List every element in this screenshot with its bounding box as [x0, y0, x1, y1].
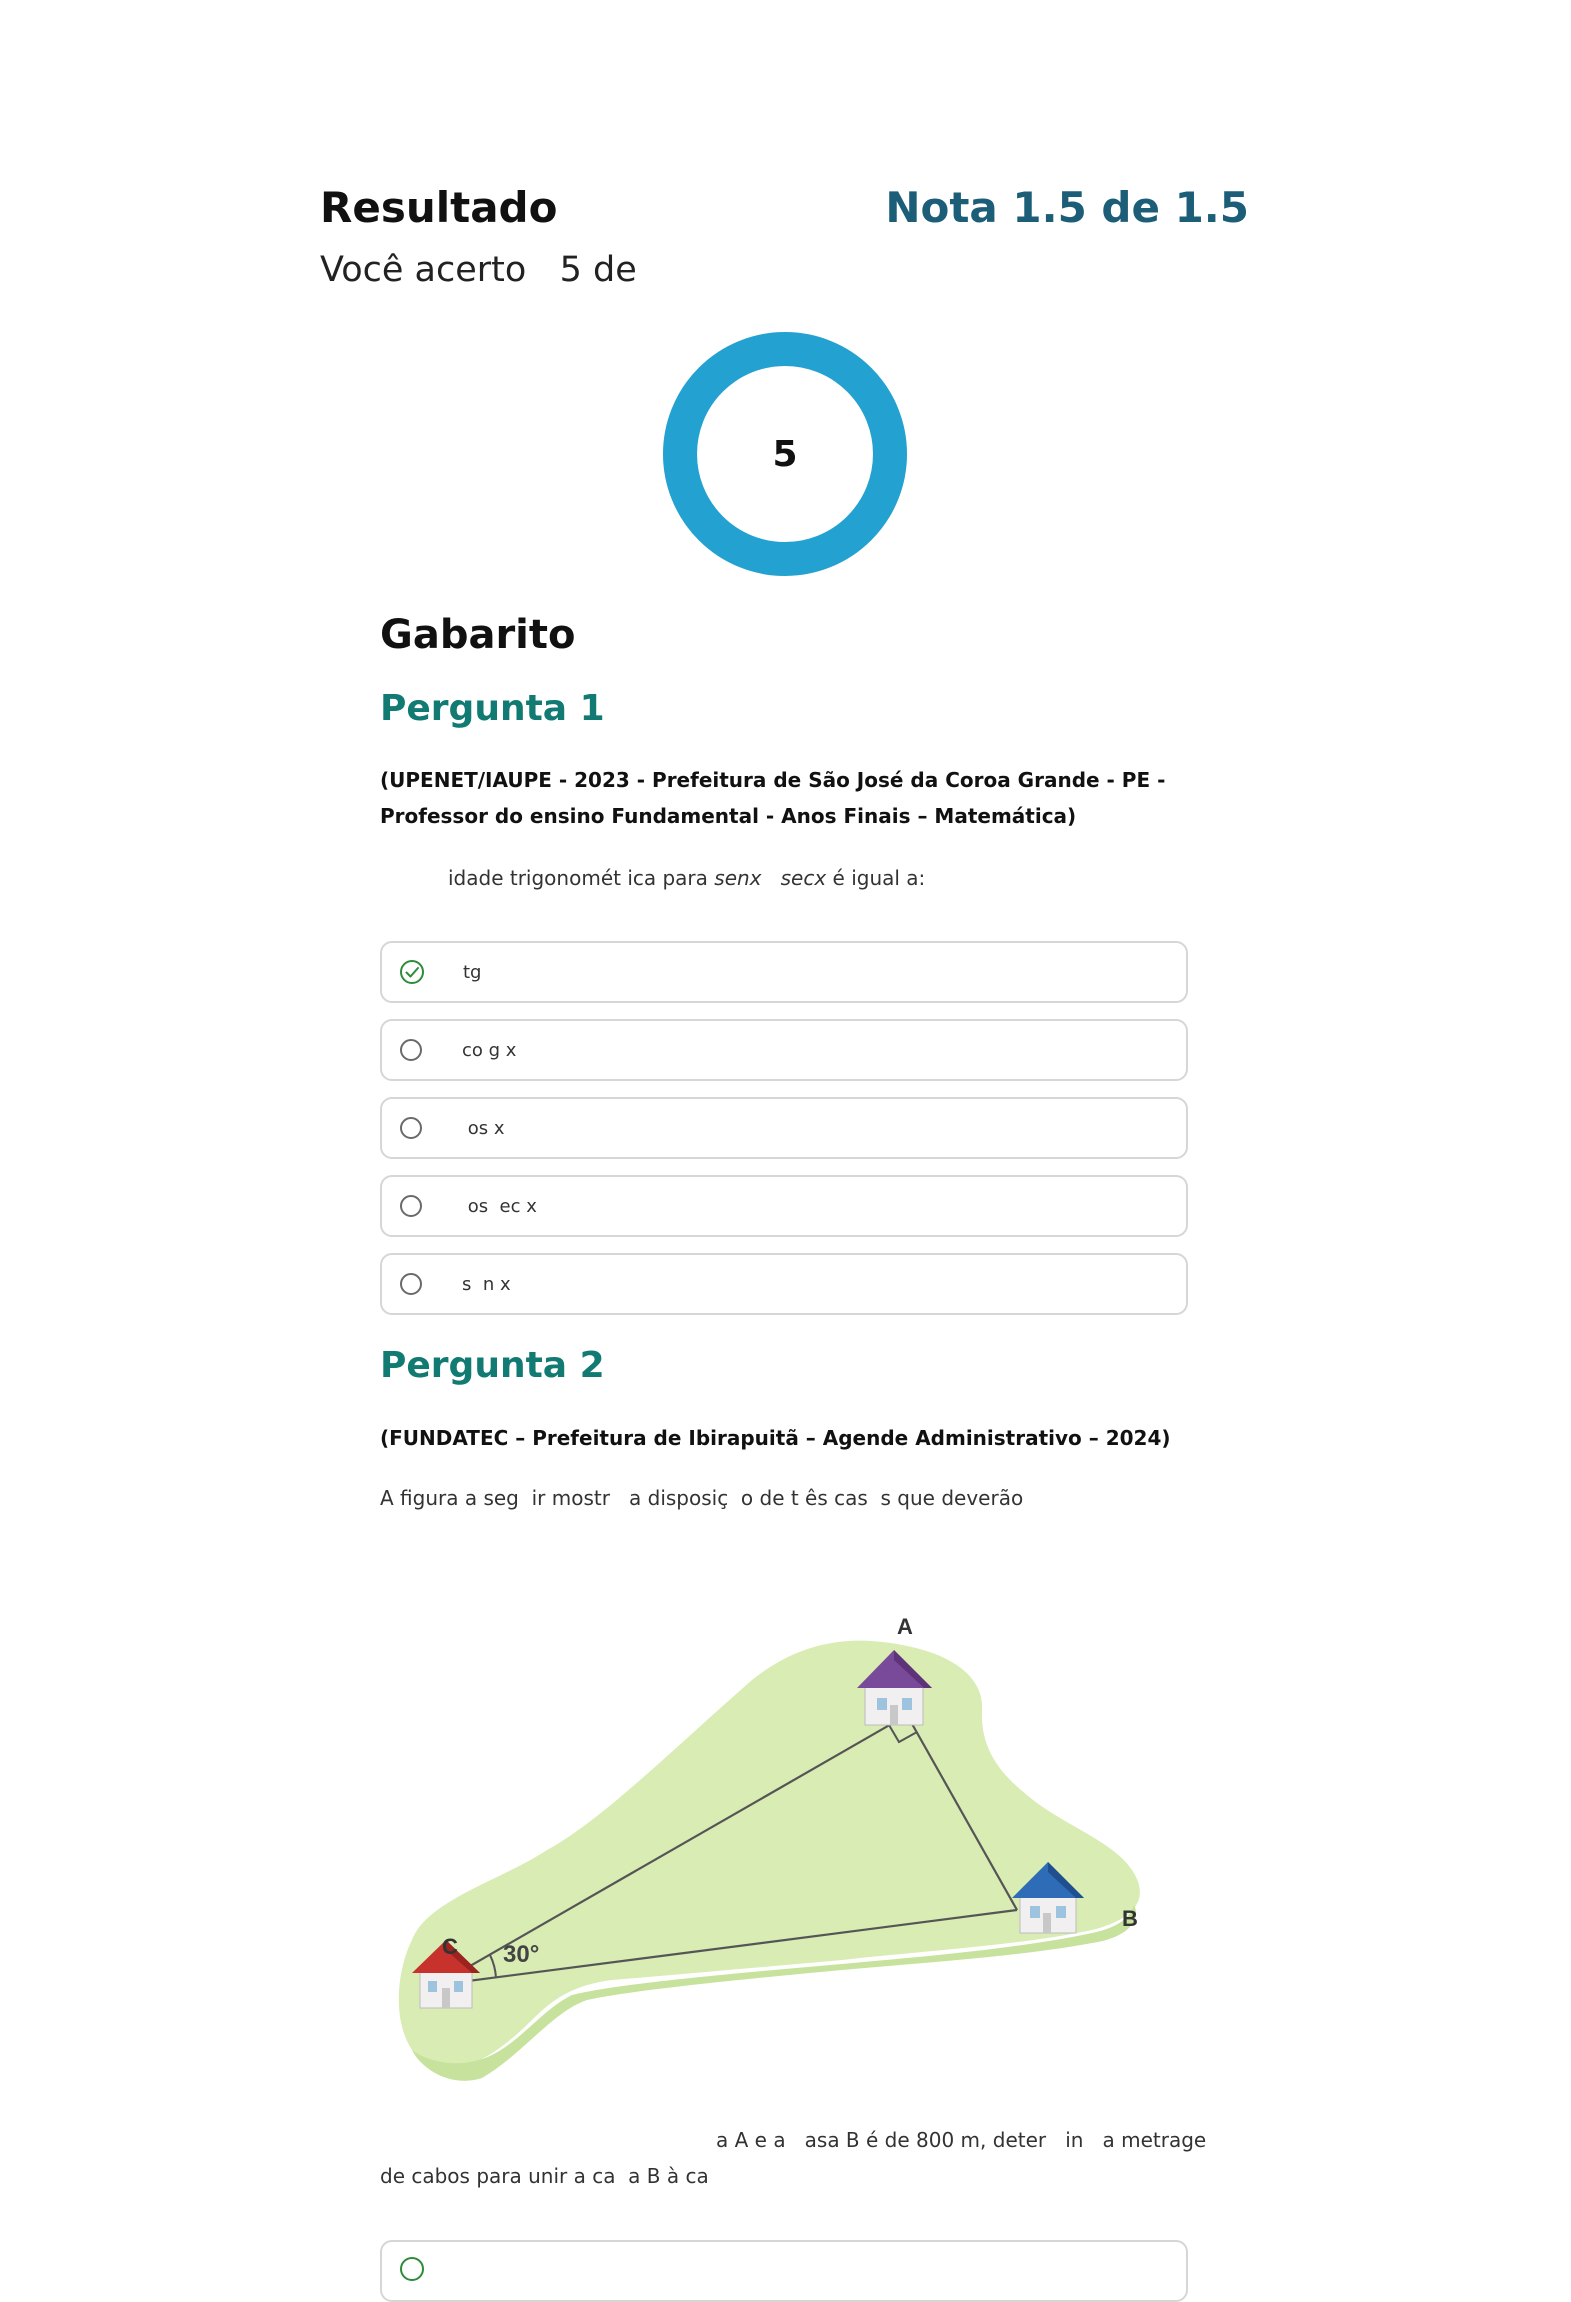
question-2-prompt-line-2: a A e a asa B é de 800 m, deter in a metrage: [716, 2128, 1207, 2152]
option-label: tg: [463, 961, 482, 983]
option-label: s n x: [462, 1273, 511, 1295]
prompt-var-secx: secx: [780, 866, 827, 890]
result-title: Resultado: [320, 183, 558, 232]
question-2-prompt-line-1: A figura a seg ir mostr a disposiç o de t ês cas s que deverão: [380, 1486, 1024, 1510]
question-1-prompt: [448, 860, 1258, 896]
check-circle-icon: [399, 2256, 425, 2282]
radio-icon: [400, 1195, 422, 1217]
question-1-source: (UPENET/IAUPE - 2023 - Prefeitura de São José da Coroa Grande - PE - Professor do ensino Fundamental - Anos Finais – Matemática): [380, 768, 1166, 828]
prompt-text-b: é igual a:: [826, 866, 926, 890]
donut-value: 5: [772, 433, 798, 475]
q2-option-1[interactable]: [380, 2240, 1188, 2302]
label-a: A: [897, 1614, 913, 1639]
question-2-source: (FUNDATEC – Prefeitura de Ibirapuitã – Agende Administrativo – 2024): [380, 1426, 1171, 1450]
correct-count-text: Você acerto 5 de: [320, 250, 637, 290]
q1-option-4[interactable]: [380, 1175, 1188, 1237]
question-2-title: Pergunta 2: [380, 1345, 605, 1386]
question-2-prompt-line-3: de cabos para unir a ca a B à ca: [380, 2164, 709, 2188]
gabarito-title: Gabarito: [380, 612, 576, 658]
q1-option-5[interactable]: [380, 1253, 1188, 1315]
radio-icon: [400, 1117, 422, 1139]
option-label: co g x: [462, 1039, 517, 1061]
radio-icon: [400, 1039, 422, 1061]
option-label: os x: [462, 1117, 505, 1139]
option-label: os ec x: [462, 1195, 537, 1217]
q1-option-3[interactable]: [380, 1097, 1188, 1159]
q1-option-2[interactable]: [380, 1019, 1188, 1081]
prompt-var-senx: senx: [714, 866, 762, 890]
label-b: B: [1122, 1906, 1138, 1931]
check-circle-icon: [399, 959, 425, 985]
prompt-text-a: idade trigonomét ica para: [448, 866, 715, 890]
houses-triangle-figure: [372, 1600, 1142, 2100]
question-1-title: Pergunta 1: [380, 688, 605, 729]
prompt-gap: [762, 866, 781, 890]
land-shape: [399, 1641, 1140, 2070]
label-c: C: [442, 1934, 458, 1959]
radio-icon: [400, 1273, 422, 1295]
q1-option-1[interactable]: [380, 941, 1188, 1003]
score-label: Nota 1.5 de 1.5: [885, 183, 1249, 232]
label-angle: 30°: [503, 1941, 540, 1968]
